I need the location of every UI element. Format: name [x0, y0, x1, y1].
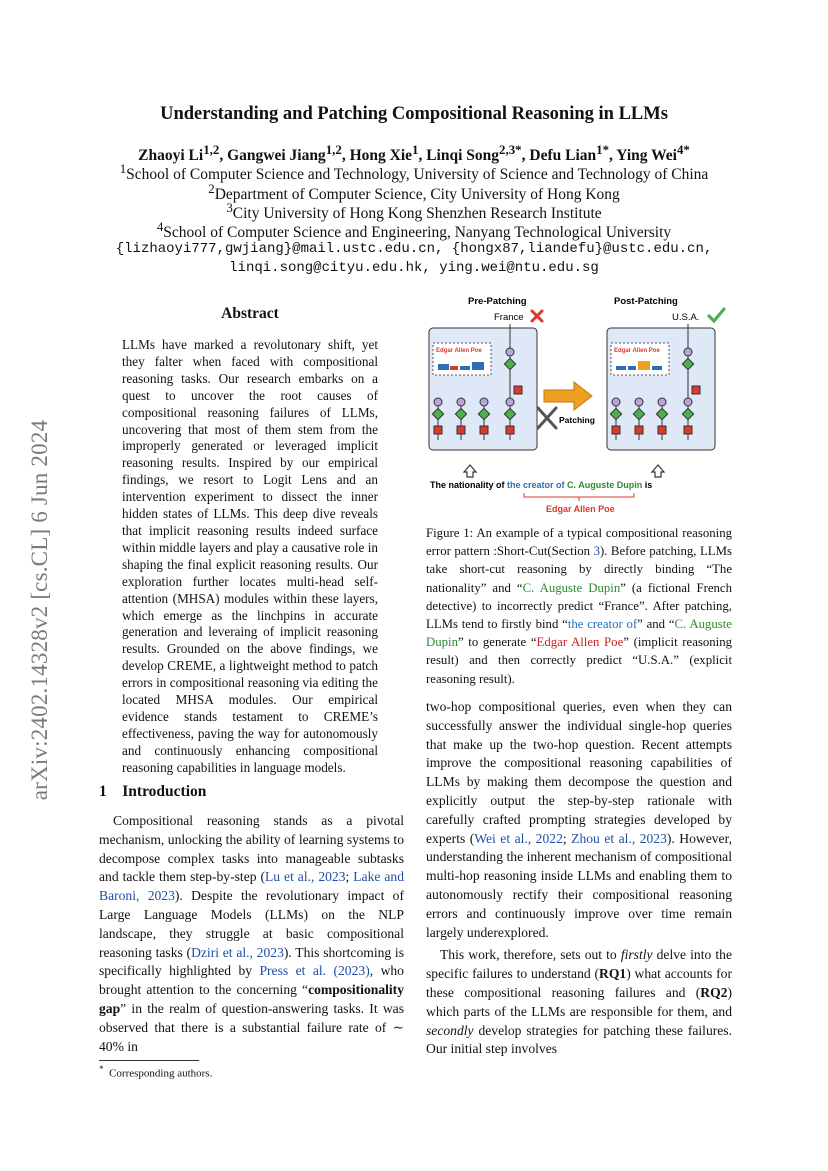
post-box-label: Edgar Allen Poe — [614, 348, 660, 354]
caption-text: ” (implicit reasoning result) and then correctly predict “U.S.A.” (explicit reasoning result). — [426, 635, 733, 686]
figure-1-diagram — [426, 290, 736, 515]
body-text: Compositional reasoning stands as a pivotal mechanism, unlocking the ability of learning systems to decompose complex tasks into manageable subtasks and tackle them step-by-step ( — [99, 813, 404, 885]
caption-entity: C. Auguste Dupin — [426, 617, 732, 650]
caption-text: Figure 1: An example of a typical compositional reasoning error pattern :Short-Cut(Section — [426, 526, 732, 559]
author-affiliation-mark: 1,2 — [325, 142, 342, 157]
paper-title: Understanding and Patching Compositional Reasoning in LLMs — [160, 104, 668, 124]
pre-bar — [460, 366, 470, 370]
citation-link[interactable]: Lake and Baroni, 2023 — [99, 869, 404, 904]
citation-link[interactable]: Wei et al., 2022 — [474, 830, 563, 846]
author-name: Gangwei Jiang — [227, 147, 326, 165]
post-answer-label: U.S.A. — [672, 312, 700, 323]
body-text: ; — [345, 869, 354, 885]
pre-bar — [450, 366, 458, 370]
author-affiliation-mark: 4* — [676, 142, 690, 157]
caption-relation: the creator of — [567, 617, 638, 632]
author-name: Hong Xie — [349, 147, 413, 165]
author-affiliation-mark: 2,3* — [499, 142, 522, 157]
affiliation-mark: 1 — [119, 161, 127, 176]
caption-text: ” to generate “ — [458, 635, 537, 650]
emphasis-term: compositionality gap — [99, 982, 404, 1016]
affiliation-text: Department of Computer Science, City University of Hong Kong — [214, 186, 620, 204]
section-heading — [99, 783, 206, 801]
bridge-entity: Edgar Allen Poe — [546, 504, 615, 514]
body-text: , who brought attention to the concerning “ — [99, 963, 404, 998]
intro-paragraph-left — [99, 812, 404, 1056]
arxiv-identifier — [20, 380, 60, 840]
citation-link[interactable]: Press et al. (2023) — [259, 963, 370, 979]
email-line-2: linqi.song@cityu.edu.hk, ying.wei@ntu.edu.sg — [229, 260, 599, 276]
body-text: ” in the realm of question-answering tasks. It was observed that there is a substantial failure rate of ∼ 40% in — [99, 1000, 404, 1054]
bridge-bracket — [524, 493, 634, 501]
post-bar — [638, 361, 650, 370]
caption-text: ). Before patching, LLMs take short-cut reasoning by directly binding “The nationality” and “ — [426, 544, 732, 595]
intro-paragraph-right — [426, 698, 732, 1059]
author-name: Ying Wei — [616, 147, 677, 165]
pre-bar — [472, 362, 484, 370]
post-patching-label: Post-Patching — [614, 296, 678, 307]
arxiv-id-text: arXiv:2402.14328v2 [cs.CL] 6 Jun 2024 — [27, 419, 52, 801]
prompt-text: The nationality of — [430, 480, 508, 490]
body-text: two-hop compositional queries, even when they can successfully answer the individual single-hop queries that make up the two-hop question. Recent attempts improve the compositional reasoning capabilities of LLMs by making them decompose the question and explicitly output the step-by-step rationale with carefully crafted prompting strategies developed by experts ( — [426, 699, 732, 846]
body-text: develop strategies for patching these failures. Our initial step involves — [426, 1022, 732, 1057]
body-text: This work, therefore, sets out to — [440, 947, 621, 963]
pre-patching-label: Pre-Patching — [468, 296, 527, 307]
footnote-rule — [99, 1060, 199, 1061]
figure-1-caption — [426, 524, 732, 688]
wrench-icon — [538, 408, 556, 428]
emphasis-term: firstly — [620, 947, 653, 963]
section-title: Introduction — [122, 783, 207, 800]
affiliation-4 — [0, 219, 828, 242]
prompt-entity: C. Auguste Dupin — [564, 480, 643, 490]
author-name: Zhaoyi Li — [138, 147, 204, 165]
prompt-text: is — [642, 480, 653, 490]
citation-link[interactable]: Zhou et al., 2023 — [571, 830, 667, 846]
pre-bar — [438, 364, 449, 370]
email-line-1: {lizhaoyi777,gwjiang}@mail.ustc.edu.cn, {hongx87,liandefu}@ustc.edu.cn, — [115, 241, 713, 257]
section-ref-link[interactable]: 3 — [593, 544, 600, 559]
author-affiliation-mark: 1,2 — [203, 142, 220, 157]
body-text: ). Despite the revolutionary impact of Large Language Models (LLMs) on the NLP landscape, they struggle at basic compositional reasoning tasks ( — [99, 888, 404, 960]
author-affiliation-mark: 1* — [596, 142, 610, 157]
affiliation-text: School of Computer Science and Engineering, Nanyang Technological University — [163, 224, 672, 242]
citation-link[interactable]: Lu et al., 2023 — [265, 869, 346, 885]
citation-link[interactable]: Dziri et al., 2023 — [191, 944, 284, 960]
research-question: RQ2 — [700, 984, 728, 1000]
post-input-arrow-icon — [652, 465, 664, 477]
check-icon — [709, 309, 724, 321]
footnote — [99, 1064, 212, 1080]
patching-label: Patching — [559, 415, 595, 425]
body-text: ) which parts of the LLMs are responsible for them, and — [426, 984, 732, 1019]
caption-text: ” and “ — [637, 617, 675, 632]
pre-box-label: Edgar Allen Poe — [436, 348, 482, 354]
pre-input-arrow-icon — [464, 465, 476, 477]
abstract-heading: Abstract — [221, 305, 279, 322]
author-affiliation-mark: 1 — [412, 142, 419, 157]
section-number: 1 — [99, 783, 107, 800]
author-name: Linqi Song — [426, 147, 500, 165]
footnote-text: Corresponding authors. — [109, 1067, 213, 1080]
body-text: ; — [562, 830, 572, 846]
author-name: Defu Lian — [529, 147, 597, 165]
body-text: ) what accounts for these compositional reasoning failures and ( — [426, 966, 732, 1000]
input-prompt — [430, 480, 652, 490]
caption-text: ” (a fictional French detective) to incorrectly predict “France”. After patching, LLMs tend to firstly bind “ — [426, 580, 732, 632]
caption-entity: C. Auguste Dupin — [522, 580, 621, 595]
body-text: ). This shortcoming is specifically highlighted by — [99, 944, 405, 979]
post-bar — [616, 366, 626, 370]
affiliation-text: School of Computer Science and Technology, University of Science and Technology of China — [126, 166, 709, 184]
patching-arrow — [544, 382, 592, 410]
post-bar — [628, 366, 636, 370]
post-bar — [652, 366, 662, 370]
abstract-text: LLMs have marked a revolutonary shift, yet they falter when faced with compositional reasoning tasks. Our research embarks on a quest to uncover the root causes of compositional reasoning failures of LLMs, uncovering that most of them stem from the improperly generated or leveraged implicit reasoning results. Inspired by our empirical findings, we resort to Logit Lens and an intervention experiment to dissect the inner hidden states of LLMs. This deep dive reveals that implicit reasoning results indeed surface within middle layers and play a causative role in shaping the final explicit reasoning results. Our exploration further locates multi-head self-attention (MHSA) modules within these layers, which emerge as the linchpins in accurate generation and leveraing of implicit reasoning results. Grounded on the above findings, we develop CREME, a lightweight method to patch errors in compositional reasoning via editing the located MHSA modules. Our empirical evidence stands testament to CREME’s effectiveness, paving the way for autonomously and continuously enhancing compositional reasoning capabilities in language models. — [122, 337, 378, 775]
research-question: RQ1 — [599, 966, 627, 982]
footnote-mark: * — [99, 1064, 104, 1074]
emphasis-term: secondly — [426, 1022, 474, 1038]
affiliation-mark: 3 — [226, 200, 233, 215]
caption-bridge: Edgar Allen Poe — [536, 635, 624, 650]
affiliation-mark: 2 — [208, 181, 215, 196]
prompt-relation: the creator of — [507, 480, 565, 490]
body-text: ). However, understanding the inherent mechanism of compositional multi-hop reasoning inside LLMs and enabling them to autonomously rectify their compositional reasoning errors and continuously improve over time remain largely underexplored. — [426, 830, 732, 940]
pre-answer-label: France — [494, 312, 524, 323]
author-list: Zhaoyi Li$^{1,2}$, Gangwei Jiang$^{1,2}$, Hong Xie$^1$, Linqi Song$^{2,3*}$, Defu Lian$^{1*}$, Ying Wei$^{4*}$ — [138, 142, 690, 165]
affiliation-text: City University of Hong Kong Shenzhen Research Institute — [232, 205, 602, 223]
body-text: delve into the specific failures to understand ( — [426, 947, 732, 982]
affiliation-mark: 4 — [156, 219, 164, 234]
cross-icon — [532, 311, 542, 321]
